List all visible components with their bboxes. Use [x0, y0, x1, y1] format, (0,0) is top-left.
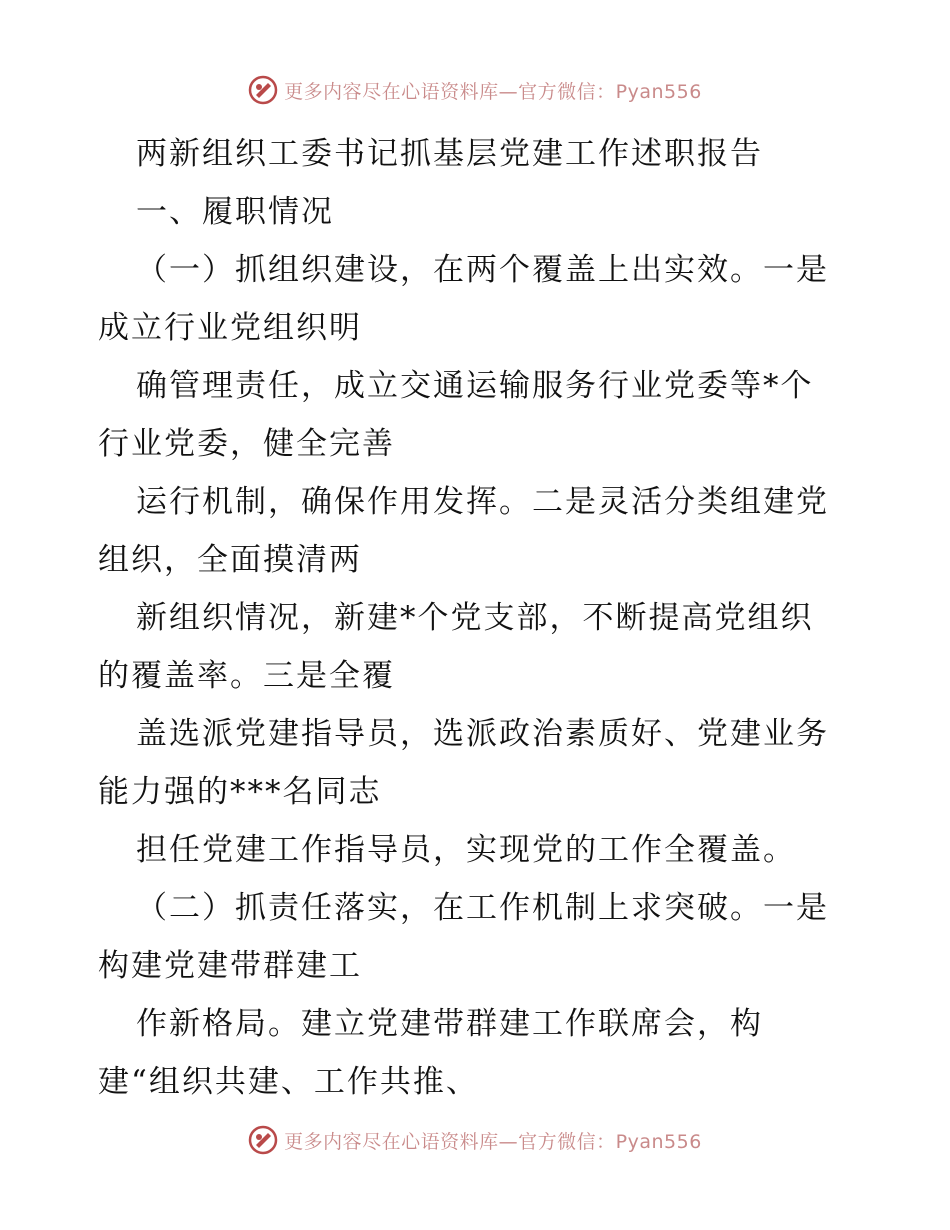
document-line: 盖选派党建指导员，选派政治素质好、党建业务 [136, 716, 829, 752]
document-line: 一、履职情况 [136, 194, 334, 230]
header-watermark-banner [0, 70, 950, 110]
red-stamp-logo-icon [248, 75, 278, 105]
document-line: 确管理责任，成立交通运输服务行业党委等*个 [136, 368, 814, 404]
document-line: 行业党委，健全完善 [98, 426, 395, 462]
document-line: 运行机制，确保作用发挥。二是灵活分类组建党 [136, 484, 829, 520]
document-line: 作新格局。建立党建带群建工作联席会，构 [136, 1006, 763, 1042]
document-line: （一）抓组织建设，在两个覆盖上出实效。一是 [136, 252, 829, 288]
document-line: 两新组织工委书记抓基层党建工作述职报告 [136, 136, 763, 172]
document-line: 建“组织共建、工作共推、 [98, 1064, 479, 1100]
document-line: 的覆盖率。三是全覆 [98, 658, 395, 694]
document-body [98, 125, 858, 1111]
document-line: （二）抓责任落实，在工作机制上求突破。一是 [136, 890, 829, 926]
footer-watermark-text: 更多内容尽在心语资料库—官方微信：Pyan556 [284, 1130, 702, 1153]
document-line: 新组织情况，新建*个党支部，不断提高党组织 [136, 600, 814, 636]
footer-watermark-banner [0, 1120, 950, 1160]
header-watermark-text: 更多内容尽在心语资料库—官方微信：Pyan556 [284, 80, 702, 103]
document-line: 构建党建带群建工 [98, 948, 362, 984]
document-line: 能力强的***名同志 [98, 774, 382, 810]
red-stamp-logo-icon [248, 1125, 278, 1155]
document-line: 担任党建工作指导员，实现党的工作全覆盖。 [136, 832, 796, 868]
document-line: 成立行业党组织明 [98, 310, 362, 346]
document-line: 组织，全面摸清两 [98, 542, 362, 578]
